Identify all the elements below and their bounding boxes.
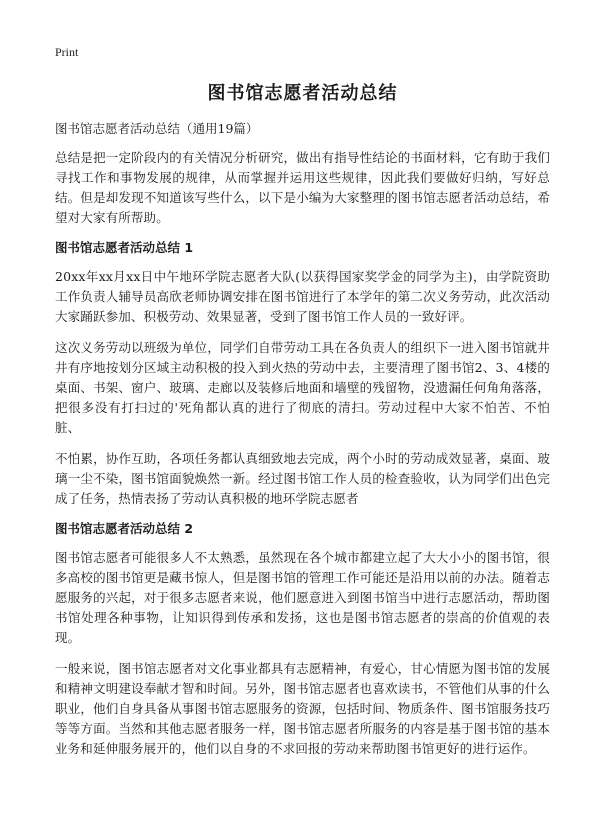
section-2-paragraph-1: 图书馆志愿者可能很多人不太熟悉，虽然现在各个城市都建立起了大大小小的图书馆，很多高校的图书馆更是藏书惊人，但是图书馆的管理工作可能还是沿用以前的办法。随着志愿服务的兴起，对于很多志愿者来说，他们愿意进入到图书馆当中进行志愿活动，帮助图书馆处理各种事物，让知识得到传承和发扬，这也是图书馆志愿者的崇高的价值观的表现。 <box>55 550 550 645</box>
print-link[interactable]: Print <box>55 45 79 59</box>
intro-paragraph: 总结是把一定阶段内的有关情况分析研究，做出有指导性结论的书面材料，它有助于我们寻找工作和事物发展的规律，从而掌握并运用这些规律，因此我们要做好归纳，写好总结。但是却发现不知道该写些什么，以下是小编为大家整理的图书馆志愿者活动总结，希望对大家有所帮助。 <box>55 150 550 225</box>
section-heading-1: 图书馆志愿者活动总结 1 <box>55 240 194 255</box>
section-1-paragraph-2: 这次义务劳动以班级为单位，同学们自带劳动工具在各负责人的组织下一进入图书馆就井井有序地按划分区域主动积极的投入到火热的劳动中去，主要清理了图书馆2、3、4楼的桌面、书架、窗户、玻璃、走廊以及装修后地面和墙壁的残留物，没遗漏任何角角落落，把很多没有打扫过的'死角都认真的进行了彻底的清扫。劳动过程中大家不怕苦、不怕脏、 <box>55 340 550 435</box>
section-1-paragraph-3: 不怕累，协作互助，各项任务都认真细致地去完成，两个小时的劳动成效显著，桌面、玻璃一尘不染，图书馆面貌焕然一新。经过图书馆工作人员的检查验收，认为同学们出色完成了任务，热情表扬了劳动认真积极的地环学院志愿者 <box>55 451 550 506</box>
section-heading-2: 图书馆志愿者活动总结 2 <box>55 521 194 536</box>
document-subtitle: 图书馆志愿者活动总结（通用19篇） <box>55 121 259 136</box>
page-title: 图书馆志愿者活动总结 <box>207 83 398 104</box>
section-1-paragraph-1: 20xx年xx月xx日中午地环学院志愿者大队(以获得国家奖学金的同学为主)，由学院资助工作负责人辅导员高欣老师协调安排在图书馆进行了本学年的第二次义务劳动，此次活动大家踊跃参加、积极劳动、效果显著，受到了图书馆工作人员的一致好评。 <box>55 269 550 324</box>
section-2-paragraph-2: 一般来说，图书馆志愿者对文化事业都具有志愿精神，有爱心，甘心情愿为图书馆的发展和精神文明建设奉献才智和时间。另外，图书馆志愿者也喜欢读书，不管他们从事的什么职业，他们自身具备从事图书馆志愿服务的资源，包括时间、物质条件、图书馆服务技巧等等方面。当然和其他志愿者服务一样，图书馆志愿者所服务的内容是基于图书馆的基本业务和延伸服务展开的，他们以自身的不求回报的劳动来帮助图书馆更好的进行运作。 <box>55 661 550 756</box>
